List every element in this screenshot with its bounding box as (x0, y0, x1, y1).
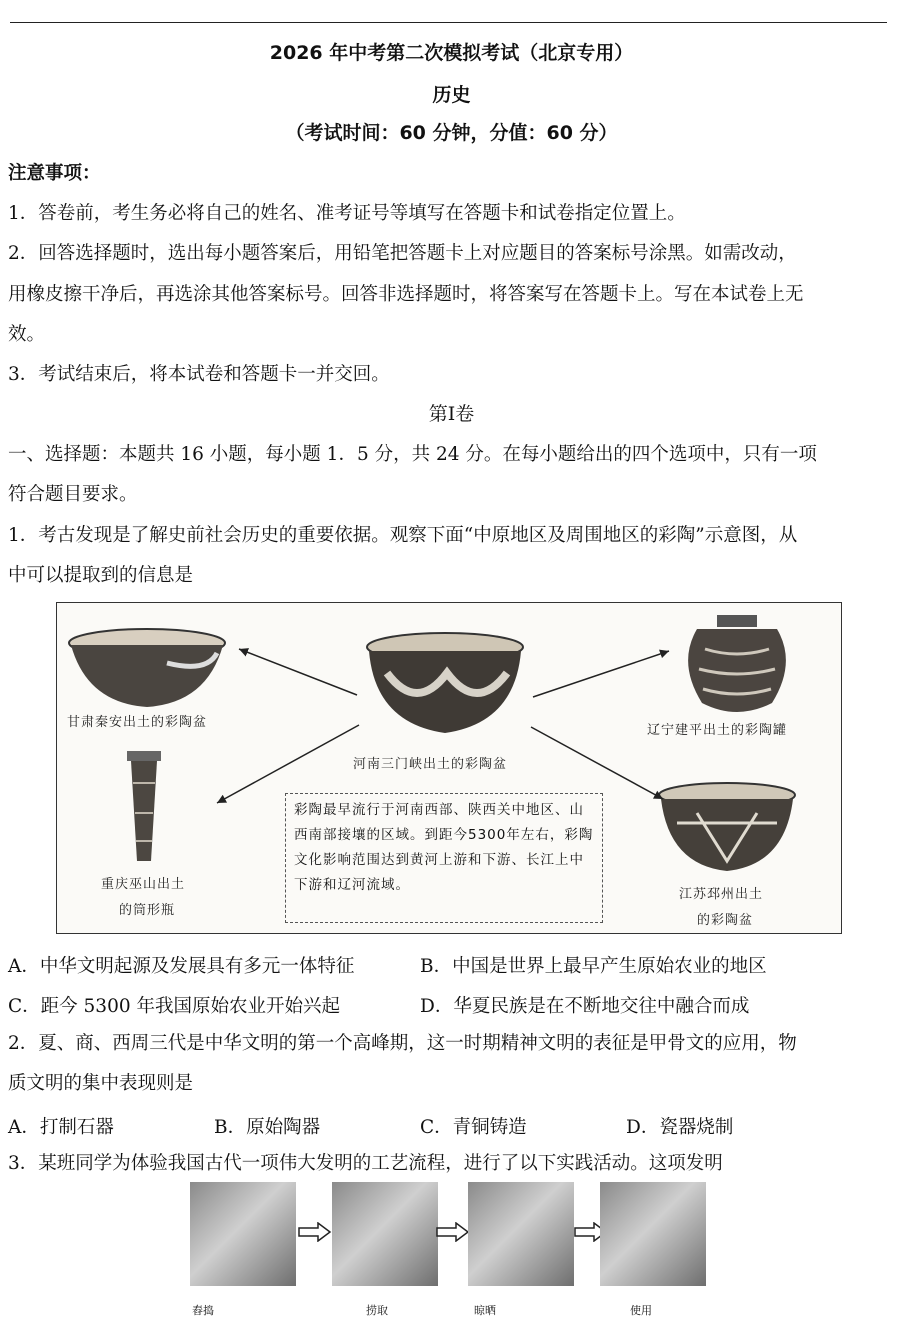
photo-step-1 (190, 1182, 296, 1286)
caption-step-4: 使用 (630, 1304, 652, 1317)
henan-basin-image (367, 633, 523, 733)
section-instruction-line-1: 一、选择题：本题共 16 小题，每小题 1．5 分，共 24 分。在每小题给出的四个选项中，只有一项 (8, 444, 817, 465)
notice-heading: 注意事项： (8, 163, 101, 184)
section-instruction-line-2: 符合题目要求。 (8, 484, 138, 505)
q1-stem-line-2: 中可以提取到的信息是 (8, 565, 194, 586)
exam-subject: 历史 (432, 84, 471, 106)
q2-option-d: D．瓷器烧制 (626, 1117, 734, 1138)
caption-liaoning: 辽宁建平出土的彩陶罐 (647, 723, 788, 738)
q1-option-b: B．中国是世界上最早产生原始农业的地区 (420, 956, 767, 977)
q2-option-c: C．青铜铸造 (420, 1117, 527, 1138)
q1-option-c: C．距今 5300 年我国原始农业开始兴起 (8, 996, 340, 1017)
pottery-note-box (285, 793, 603, 923)
notice-item-2-line-2: 用橡皮擦干净后，再选涂其他答案标号。回答非选择题时，将答案写在答题卡上。写在本试卷上无 (8, 284, 804, 305)
q1-stem-line-1: 1．考古发现是了解史前社会历史的重要依据。观察下面“中原地区及周围地区的彩陶”示意图，从 (8, 525, 798, 546)
caption-jiangsu-2: 的彩陶盆 (697, 913, 754, 928)
gansu-basin-image (69, 629, 225, 707)
exam-title: 2026 年中考第二次模拟考试（北京专用） (269, 42, 634, 64)
q1-option-a: A．中华文明起源及发展具有多元一体特征 (8, 956, 355, 977)
q1-option-d: D．华夏民族是在不断地交往中融合而成 (420, 996, 750, 1017)
caption-gansu: 甘肃秦安出土的彩陶盆 (67, 715, 208, 730)
pottery-note-text: 彩陶最早流行于河南西部、陕西关中地区、山西南部接壤的区域。到距今5300年左右，彩陶文化影响范围达到黄河上游和下游、长江上中下游和辽河流域。 (294, 802, 594, 893)
caption-step-3: 晾晒 (474, 1304, 496, 1317)
pottery-figure (56, 602, 842, 934)
caption-henan: 河南三门峡出土的彩陶盆 (353, 757, 508, 772)
exam-time-info: （考试时间：60 分钟，分值：60 分） (285, 122, 618, 144)
notice-item-3: 3．考试结束后，将本试卷和答题卡一并交回。 (8, 364, 390, 385)
q3-stem: 3．某班同学为体验我国古代一项伟大发明的工艺流程，进行了以下实践活动。这项发明 (8, 1153, 723, 1174)
caption-chongqing-2: 的筒形瓶 (119, 903, 176, 918)
jiangsu-basin-image (659, 783, 795, 871)
volume-heading: 第Ⅰ卷 (428, 403, 475, 425)
notice-item-2-line-1: 2．回答选择题时，选出每小题答案后，用铅笔把答题卡上对应题目的答案标号涂黑。如需改动， (8, 243, 797, 264)
q2-stem-line-2: 质文明的集中表现则是 (8, 1073, 194, 1094)
arrow-icon (298, 1222, 332, 1242)
photo-step-3 (468, 1182, 574, 1286)
caption-jiangsu-1: 江苏邳州出土 (679, 887, 764, 902)
caption-step-2: 捞取 (366, 1304, 388, 1317)
notice-item-1: 1．答卷前，考生务必将自己的姓名、准考证号等填写在答题卡和试卷指定位置上。 (8, 203, 686, 224)
liaoning-jar-image (688, 615, 786, 712)
chongqing-vase-image (127, 751, 161, 861)
caption-step-1: 舂捣 (192, 1304, 214, 1317)
photo-step-4 (600, 1182, 706, 1286)
q2-option-b: B．原始陶器 (214, 1117, 321, 1138)
q2-option-a: A．打制石器 (8, 1117, 114, 1138)
papermaking-figure (190, 1182, 710, 1332)
notice-item-2-line-3: 效。 (8, 324, 46, 345)
arrow-icon (436, 1222, 470, 1242)
photo-step-2 (332, 1182, 438, 1286)
header-rule (10, 22, 887, 23)
caption-chongqing-1: 重庆巫山出土 (101, 877, 186, 892)
q2-stem-line-1: 2．夏、商、西周三代是中华文明的第一个高峰期，这一时期精神文明的表征是甲骨文的应用，物 (8, 1033, 797, 1054)
